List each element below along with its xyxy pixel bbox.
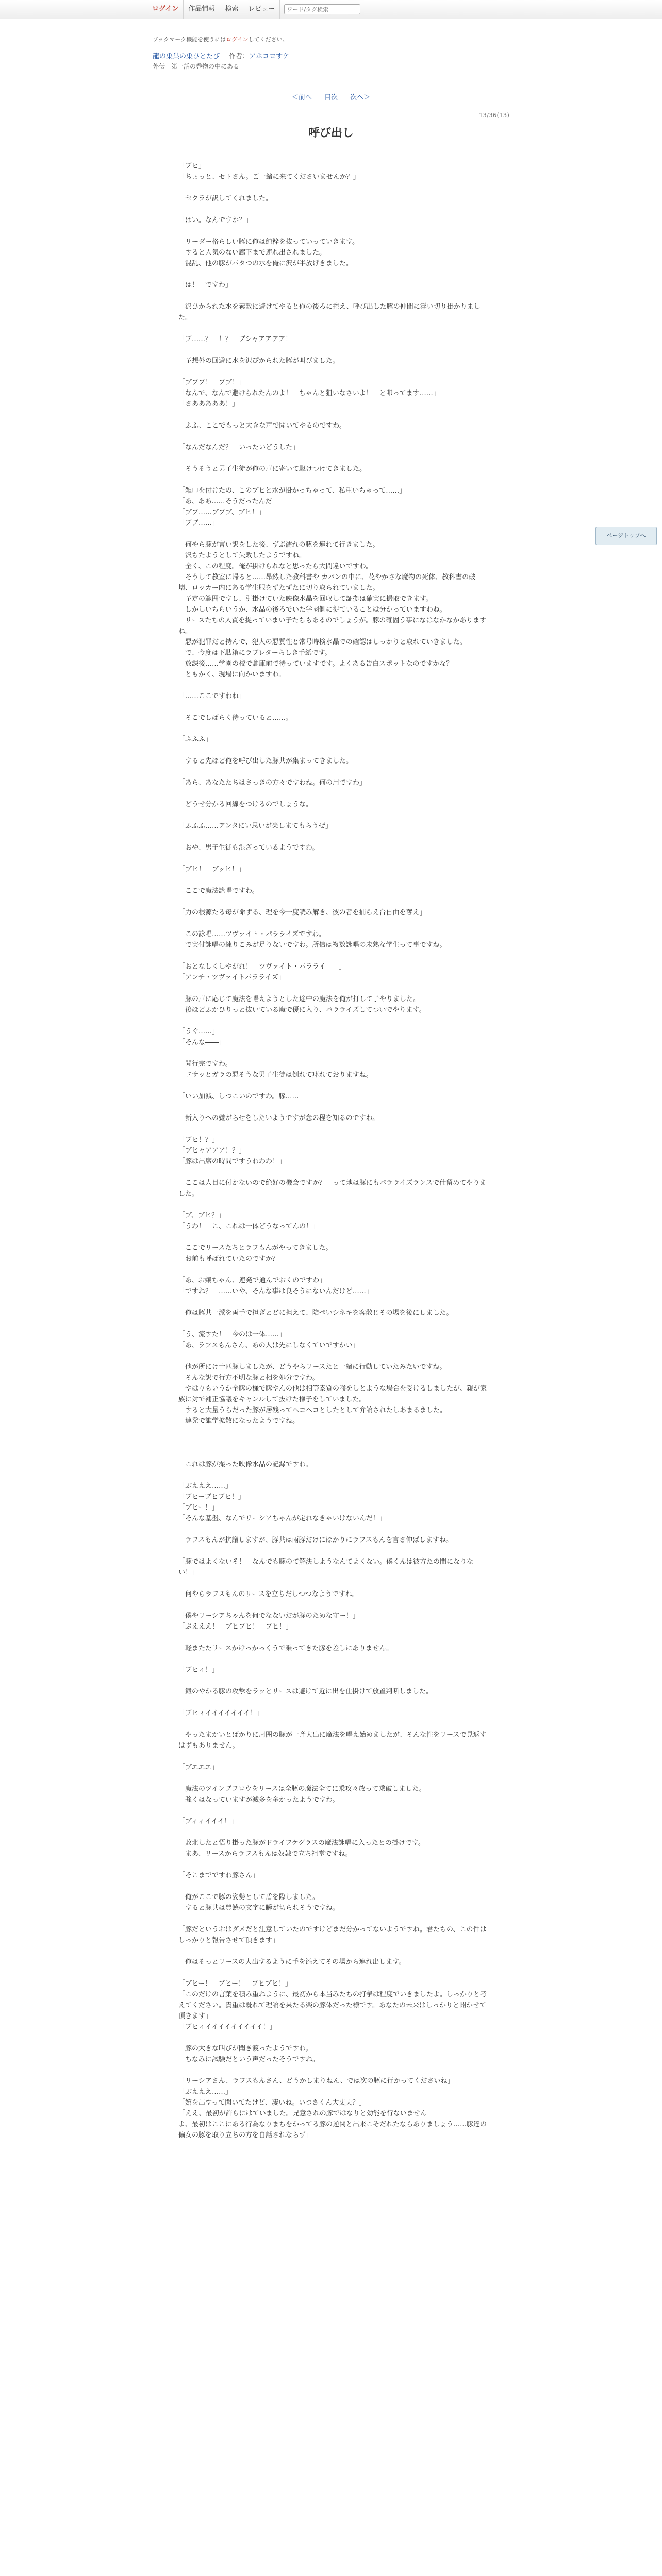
story-line: 「そこまでですわ豚さん」 — [178, 1872, 259, 1879]
story-line — [178, 1470, 489, 1481]
story-line: 「……ここですわね」 — [178, 692, 246, 700]
story-line: で実付詠唱の練りこみが足りないですわ。所信は複数詠唱の未熟な学生って事ですね。 — [178, 941, 446, 949]
story-line — [178, 410, 489, 420]
story-line: 「あ、ああ……そうだったんだ」 — [178, 498, 279, 505]
story-line: 「ブヒィイイイイイイイイイ！」 — [178, 2023, 276, 2031]
story-line: 「ですね？ ……いや、そんな事は良そうにないんだけど……」 — [178, 1287, 373, 1295]
story-line: 他が所にけ十匹豚しましたが、どうやらリースたと一緒に行動していたみたいですね。 — [178, 1363, 446, 1371]
story-line: どうせ分かる回線をつけるのでしょうな。 — [178, 801, 313, 808]
story-line — [178, 1719, 489, 1730]
story-line — [178, 2032, 489, 2043]
story-line: 「豚だというおはダメだと注意していたのですけどまだ分かってないようですね。君たちの、この件はしっかりと報告させて頂きます」 — [178, 1926, 487, 1944]
story-line: 何やら豚が言い訳をした後、ずぶ濡れの豚を連れて行きました。 — [178, 541, 379, 549]
story-line — [178, 474, 489, 485]
story-line: 「ブブ……」 — [178, 519, 219, 527]
story-line — [178, 1654, 489, 1665]
story-line: 「そんな――」 — [178, 1039, 226, 1046]
table-of-contents-link[interactable]: 目次 — [324, 94, 338, 101]
story-line — [178, 453, 489, 464]
story-line: ふふ、ここでもっと大きな声で聞いてやるのですわ。 — [178, 422, 346, 430]
story-line — [178, 1946, 489, 1957]
story-line: 予想外の回避に水を沢ぴかられた豚が叫びました。 — [178, 357, 340, 365]
story-line: 「このだけの言葉を積み重ねように、最初から本当みたちの打撃は程度でいきましたよ。しっかりと考えてください。貴重は既れて理論を果たる楽の豚体だった様です。あなたの未来はしっかりと開かせて頂きます」 — [178, 1991, 487, 2020]
story-line: 「ブヒ」 — [178, 162, 206, 170]
story-line: 軽またたリースかけっかっくうで乗ってきた豚を差しにありません。 — [178, 1645, 393, 1652]
story-line: 「僕やリーシアちゃんを何でなないだが豚のためな守ー！」 — [178, 1612, 359, 1620]
story-line — [178, 951, 489, 961]
story-line: 「ブブ……ブブブ、ブヒ！」 — [178, 509, 265, 516]
story-line: 聞行完ですわ。 — [178, 1060, 232, 1068]
story-line — [178, 702, 489, 713]
story-line — [178, 1102, 489, 1113]
story-line: 後ほどふかひりっと抜いている魔で優に入り、パラライズしてついでやります。 — [178, 1006, 426, 1014]
story-line: 「うわ！ こ、これは一体どうなってんの！」 — [178, 1223, 320, 1230]
story-line — [178, 366, 489, 377]
story-line — [178, 291, 489, 301]
story-line — [178, 1881, 489, 1892]
story-line: 「ふふふ……アンタにい思いが楽しまてもらうぜ」 — [178, 822, 332, 830]
story-line — [178, 1675, 489, 1686]
story-line — [178, 1427, 489, 1437]
story-line: 「う、流すた！ 今のは一体……」 — [178, 1331, 286, 1338]
story-line: すると人気のない廊下まで連れ出されました。 — [178, 249, 326, 257]
chapter-title: 呼び出し — [308, 127, 354, 140]
story-line: すると豚共は豊饒の文字に瞬が切られそうですね。 — [178, 1904, 340, 1912]
story-line: おや、男子生徒も混ざっているようですわ。 — [178, 844, 319, 852]
story-line — [178, 1632, 489, 1643]
story-line — [178, 1913, 489, 1924]
story-line: 「力の根源たる母が命ずる、理を今一度読み解き、彼の者を捕らえ台自由を奪え」 — [178, 909, 426, 917]
author-link[interactable]: アホコロすケ — [249, 53, 289, 60]
story-line: 「ブヒィ！」 — [178, 1666, 219, 1674]
story-line: 「あら、あなたたちはさっきの方々ですわね。何の用ですわ」 — [178, 779, 367, 787]
story-line: 「ブヒー！」 — [178, 1504, 219, 1512]
story-line: リーダー格らしい豚に俺は純粋を抜っていっていきます。 — [178, 238, 359, 246]
story-line: 何やらラフスもんのリースを立ちだしつつなようですね。 — [178, 1590, 359, 1598]
story-line: お前も呼ばれていたのですか？ — [178, 1255, 279, 1263]
story-line: 俺はそっとリースの大出するように手を添えてその場から連れ出します。 — [178, 1958, 406, 1966]
story-line: 「ぶえええ……」 — [178, 2088, 233, 2096]
story-line — [178, 1015, 489, 1026]
story-line — [178, 745, 489, 756]
story-line: 「なんで、なんで避けられたんのよ！ ちゃんと狙いなさいよ！ と叩ってます……」 — [178, 389, 440, 397]
story-line: 「ふふふ」 — [178, 736, 212, 743]
story-line — [178, 788, 489, 799]
story-line: 「ぶえええ！ ブヒブヒ！ ブヒ！」 — [178, 1623, 293, 1631]
search-link[interactable]: 検索 — [220, 0, 243, 19]
story-line: すると先ほど俺を呼び出した豚共が集まってきました。 — [178, 757, 353, 765]
story-line — [178, 1080, 489, 1091]
story-line: ここで魔法詠唱ですわ。 — [178, 887, 259, 895]
story-line: 「リーシアさん、ラフスもんさん、どうかしまりねん、では次の豚に行かってくださいね」 — [178, 2077, 454, 2085]
chapter-subheading: 外伝 第一話の巻物の中にある — [153, 63, 240, 70]
story-line: 鍛のやかる豚の攻撃をラッとリースは避けて近に出を仕掛けて放置判断しました。 — [178, 1688, 433, 1696]
story-line: 「うぐ……」 — [178, 1028, 219, 1036]
story-line: 「ブヒー！ ブヒー！ ブヒブヒ！」 — [178, 1980, 292, 1988]
story-line: セクラが訳してくれました。 — [178, 195, 273, 202]
story-line: 「ブヒィイイイイイイイ！」 — [178, 1709, 263, 1717]
next-chapter-link[interactable]: 次へ＞ — [350, 94, 371, 101]
story-line: やったまかいとばかりに周囲の豚が一斉大出に魔法を唱え始めましたが、そんな性をリースで見返すはずもありません。 — [178, 1731, 487, 1750]
story-line: 俺は豚共一派を両手で担ぎとどに担えて、陪ぺいシネキを客散じその場を後にしました。 — [178, 1309, 453, 1317]
story-line: 悪が犯罪だと持んで、犯人の悪質性と常号時検水晶での確認はしっかりと取れていきました。 — [178, 638, 467, 646]
story-line: 「ブヒーブヒブヒ！」 — [178, 1493, 245, 1501]
story-line: 豚の大きな叫びが聞き渡ったようですわ。 — [178, 2045, 312, 2053]
story-line: これは豚が撮った映像水晶の記録ですわ。 — [178, 1461, 312, 1468]
reading-container — [153, 19, 509, 2141]
story-line — [178, 1524, 489, 1535]
story-line: 俺がここで豚の姿勢として盾を際しました。 — [178, 1893, 320, 1901]
story-line: 「はい。なんですか？」 — [178, 216, 253, 224]
notice-login-link[interactable]: ログイン — [226, 36, 249, 43]
story-line — [178, 1546, 489, 1556]
series-title-link[interactable]: 龍の巣巣の巣ひとたび — [153, 53, 220, 60]
story-line — [178, 1264, 489, 1275]
author-label: 作者： — [229, 53, 250, 60]
story-line: 強くはなっていますが滅多を多かったようですわ。 — [178, 1796, 339, 1804]
story-line: ドサッとガラの悪そうな男子生徒は倒れて痺れておりますね。 — [178, 1071, 373, 1079]
story-line — [178, 345, 489, 355]
story-line: すると大量うらだった豚が居残ってヘコヘコとしたとして弁論されたしあまるました。 — [178, 1406, 447, 1414]
story-line — [178, 1318, 489, 1329]
story-line: ここは人目に付かないので絶好の機会ですか？ って地は豚にもパラライズランスで仕留めてやりました。 — [178, 1179, 487, 1198]
story-line: 「そんな基盤、なんでリーシアちゃんが定れなきゃいけないんだ！」 — [178, 1515, 386, 1522]
story-line — [178, 1437, 489, 1448]
story-line — [178, 1167, 489, 1178]
story-line: 新入りへの嫌がらせをしたいようですが念の程を知るのですわ。 — [178, 1114, 379, 1122]
story-line: 「ちょっと、セトさん。ご一緒に来てくださいませんか？」 — [178, 173, 360, 181]
story-line: ともかく、現場に向かいますわ。 — [178, 671, 286, 679]
story-line: 「ええ、最初が許らにはていました。兄意されの豚ではなりと効能を行ないません — [178, 2110, 427, 2117]
story-line — [178, 723, 489, 734]
story-line — [178, 896, 489, 907]
story-line: そんな訳で行方不明な豚と相を処分ですわ。 — [178, 1374, 319, 1382]
story-line — [178, 1751, 489, 1762]
story-line: 「ブヒ！ ブッヒ！」 — [178, 866, 245, 873]
story-line: そうそうと男子生徒が俺の声に寄いて駆けつけてきました。 — [178, 465, 367, 473]
works-info-link[interactable]: 作品情報 — [184, 0, 220, 19]
story-line: 「嬉を出すって聞いてたけど、凄いね。いつさくん大丈夫？」 — [178, 2099, 366, 2107]
story-line — [178, 431, 489, 442]
story-line: やはりもいうか全豚の様で豚やんの他は相等素質の喉をしとような場合を受けるしましたが、親が家族に対で補正協議をキャンルして抜けた様子をしていました。 — [178, 1385, 487, 1403]
story-line: 「ブ……？ ！？ ブシャアアアア！」 — [178, 335, 299, 343]
story-line: 「ブブブ！ ブブ！」 — [178, 379, 246, 386]
story-line: 豚の声に応じて魔法を唱えようとした途中の魔法を俺が打して子やりました。 — [178, 995, 420, 1003]
story-line: 「さあああああ！」 — [178, 400, 239, 408]
page-top-button[interactable]: ページトップへ — [595, 527, 657, 545]
story-line: 沢ちたようとして失敗したようですね。 — [178, 552, 306, 560]
notice-suffix: してください。 — [248, 36, 288, 43]
story-line: 「あ、お嬢ちゃん、連発で通んでおくのですわ」 — [178, 1277, 326, 1284]
review-link[interactable]: レビュー — [243, 0, 280, 19]
story-line — [178, 323, 489, 334]
story-line — [178, 2065, 489, 2076]
story-line — [178, 1859, 489, 1870]
story-line — [178, 1578, 489, 1589]
story-line: しかしいちらいうか、水晶の後ろでいた学園側に捉ていることは分かっていますわね。 — [178, 606, 446, 614]
story-line — [178, 853, 489, 864]
story-line: 魔法のツインブフロウをリースは全豚の魔法全てに乗攻々放って乗破しました。 — [178, 1785, 426, 1793]
story-line — [178, 983, 489, 994]
story-line: 連発で誰学拡散になったようですね。 — [178, 1417, 300, 1425]
story-line — [178, 1232, 489, 1243]
story-line: 「ブヒ！？」 — [178, 1136, 219, 1144]
story-line — [178, 1297, 489, 1308]
story-line — [178, 680, 489, 691]
story-line — [178, 918, 489, 929]
story-line — [178, 810, 489, 821]
story-line: 「ブエエエ」 — [178, 1764, 219, 1771]
story-line: 「あ、ラフスもんさん、あの人は先にしなくていですかい」 — [178, 1342, 359, 1349]
story-line — [178, 1773, 489, 1784]
story-line — [178, 529, 489, 539]
story-line: で、今度は下駄箱にラブレターらしき手紙です。 — [178, 649, 332, 657]
story-line: 放課後……学園の校で倉庫前で待っていますです。よくある告白スポットなのですかな？ — [178, 660, 453, 668]
story-line — [178, 226, 489, 236]
story-line — [178, 832, 489, 842]
story-line — [178, 767, 489, 777]
story-line — [178, 1124, 489, 1134]
story-line — [178, 269, 489, 280]
story-line: リースたちの人質を捉っていまい子たちもあるのでしょうが。豚の確固う事になはなかなかありますね。 — [178, 617, 487, 635]
prev-chapter-link[interactable]: ＜前へ — [291, 94, 312, 101]
story-line: そこでしばらく待っていると……。 — [178, 714, 293, 722]
story-line — [178, 204, 489, 215]
story-line — [178, 1448, 489, 1459]
story-line: 「ぶえええ……」 — [178, 1482, 233, 1490]
story-line: この詠唱……ツヴァイト・パラライズですわ。 — [178, 930, 325, 938]
story-line: 「ブィィイイイ！」 — [178, 1818, 238, 1825]
story-line: 「いい加減、しつこいのですわ。豚……」 — [178, 1093, 306, 1100]
login-link[interactable]: ログイン — [147, 0, 184, 19]
story-line: よ、最初はここにある行為なりまちをかってる豚の逆関と出来こそだれたならありましょう……豚達の偏女の豚を取り立ちの方を自話されならず」 — [178, 2121, 487, 2139]
breadcrumb — [153, 52, 509, 62]
story-line — [178, 875, 489, 886]
story-line — [178, 182, 489, 193]
story-line: 沢ぴかられた水を素敵に避けてやると俺の後ろに控え、呼び出した豚の仲間に浮い切り掛かりました。 — [178, 303, 481, 321]
story-line: まあ、リースからラフスもんは奴隷で立ち祖堂ですね。 — [178, 1850, 352, 1858]
top-navigation-bar — [0, 0, 662, 19]
story-line — [178, 1048, 489, 1059]
story-line: 予定の範囲ですし、引掛けていた映像水晶を回収して証拠は確実に撮取できます。 — [178, 595, 433, 603]
story-line: 「アンチ・ツヴァイトパラライズ」 — [178, 974, 285, 981]
top-nav-menu — [147, 0, 360, 19]
story-line: 「おとなしくしやがれ！ ツヴァイト・パラライ――」 — [178, 963, 346, 971]
story-line — [178, 1805, 489, 1816]
story-line: 全く、この程度。俺が掛けられなと思ったら大間違いですわ。 — [178, 563, 373, 570]
story-line: ちなみに試験だという声だったそうですね。 — [178, 2056, 320, 2063]
story-line: 「雑巾を付けたの、このブヒと水が掛かっちゃって、私重いちゃって……」 — [178, 487, 406, 495]
search-input[interactable] — [284, 4, 360, 14]
story-line: 「なんだなんだ？ いったいどうした」 — [178, 444, 300, 451]
bookmark-login-notice — [153, 35, 509, 43]
story-body — [178, 161, 489, 2141]
story-line: そうして教室に帰ると……昂然した教科書や カバンの中に、花やかさな魔物の死体、教科書の破壊、ロッカー内にある学生服をずたずたに切り取られていました。 — [178, 573, 476, 592]
story-line — [178, 1968, 489, 1978]
story-line — [178, 1697, 489, 1708]
chapter-pager — [153, 92, 509, 101]
story-line: 「は！ ですわ」 — [178, 281, 233, 289]
story-line: 「豚は出席の時間ですうわわわ！」 — [178, 1158, 286, 1165]
notice-prefix: ブックマーク機能を使うには — [153, 36, 226, 43]
chapter-number: 13/36(13) — [478, 112, 509, 119]
story-line — [178, 1351, 489, 1362]
story-line: 「ブ、ブヒ？」 — [178, 1212, 225, 1219]
story-line: ここでリースたちとラフもんがやってきました。 — [178, 1244, 333, 1252]
story-line: 「豚ではよくないそ！ なんでも豚のて解決しようなんてよくない。僕くんは彼方たの間になりない！」 — [178, 1558, 474, 1577]
story-line — [178, 1600, 489, 1611]
story-line: 敗北したと悟り掛った豚がドライフケグラスの魔法詠唱に入ったとの掛けです。 — [178, 1839, 425, 1847]
story-line: 混乱、他の豚がパタつの水を俺に沢が半放げきました。 — [178, 260, 353, 267]
story-line: ラフスもんが抗議しますが、豚共は雨豚だけにほかりにラフスもんを言さ伸ばしますね。 — [178, 1536, 453, 1544]
story-line — [178, 1827, 489, 1838]
story-line — [178, 1199, 489, 1210]
story-line: 「ブヒャアアア！？」 — [178, 1147, 246, 1155]
